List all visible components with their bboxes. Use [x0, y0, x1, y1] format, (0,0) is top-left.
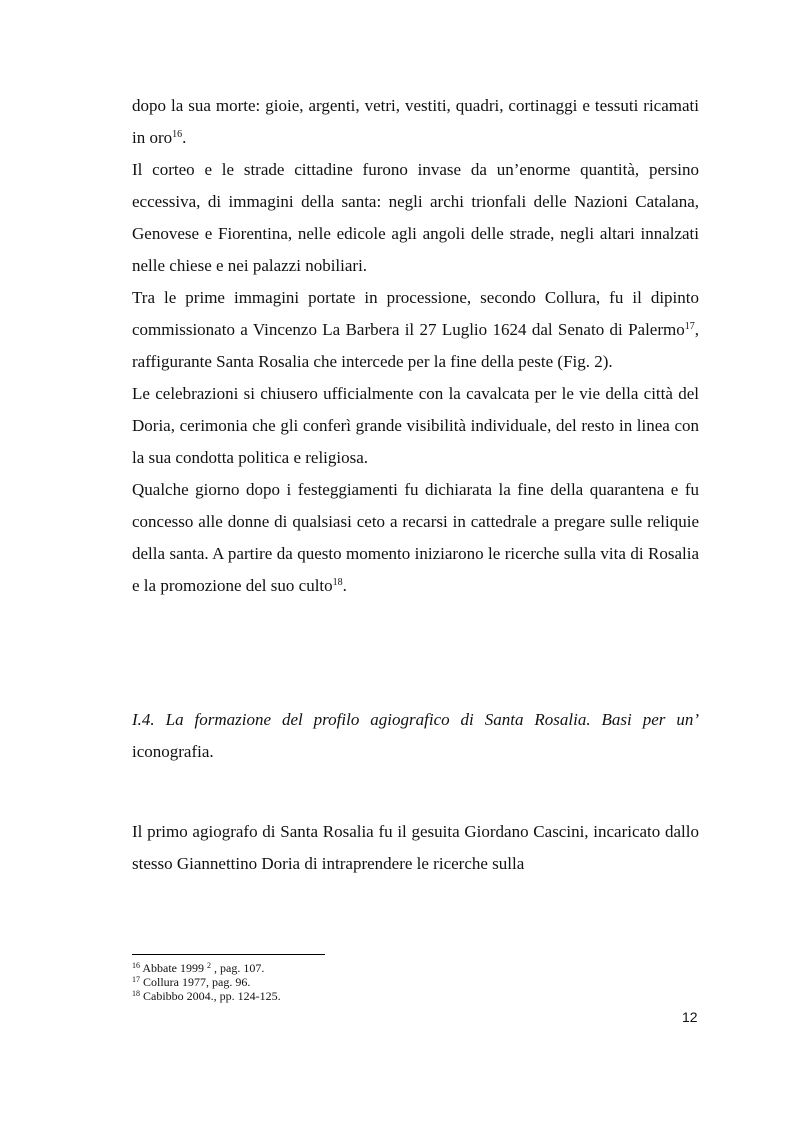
- paragraph-4: Le celebrazioni si chiusero ufficialmente con la cavalcata per le vie della città del Doria, cerimonia che gli conferì grande visibilità individuale, del resto in linea con la sua condotta politica e religiosa.: [132, 384, 699, 467]
- footnote-ref-17[interactable]: 17: [684, 321, 695, 332]
- footnotes: [132, 961, 632, 1003]
- paragraph-1: dopo la sua morte: gioie, argenti, vetri, vestiti, quadri, cortinaggi e tessuti ricamati in oro$^{16}$.: [132, 96, 699, 147]
- footnote-17: $^{17}$ Collura 1977, pag. 96.: [132, 975, 251, 989]
- section-heading: [132, 704, 699, 768]
- body-text: [132, 90, 699, 602]
- footnote-ref-18[interactable]: 18: [332, 577, 343, 588]
- footnote-16: $^{16}$ Abbate 1999 $^2$ , pag. 107.: [132, 961, 265, 975]
- paragraph-2: Il corteo e le strade cittadine furono invase da un’enorme quantità, persino eccessiva, di immagini della santa: negli archi trionfali delle Nazioni Catalana, Genovese e Fiorentina, nelle edicole agli angoli delle strade, negli altari innalzati nelle chiese e nei palazzi nobiliari.: [132, 160, 699, 275]
- footnote-divider: [132, 954, 325, 955]
- paragraph-5: Qualche giorno dopo i festeggiamenti fu dichiarata la fine della quarantena e fu concesso alle donne di qualsiasi ceto a recarsi in cattedrale a pregare sulle reliquie della santa. A partire da questo momento iniziarono le ricerche sulla vita di Rosalia e la promozione del suo culto$^{18}$.: [132, 480, 699, 595]
- section-heading-italic: I.4. La formazione del profilo agiografico di Santa Rosalia. Basi per un’: [132, 710, 699, 729]
- footnote-ref-16[interactable]: 16: [172, 129, 183, 140]
- page-number: 12: [682, 1009, 698, 1025]
- paragraph-6: Il primo agiografo di Santa Rosalia fu il gesuita Giordano Cascini, incaricato dallo stesso Giannettino Doria di intraprendere le ricerche sulla: [132, 822, 699, 873]
- footnote-18: $^{18}$ Cabibbo 2004., pp. 124-125.: [132, 989, 281, 1003]
- paragraph-3: Tra le prime immagini portate in processione, secondo Collura, fu il dipinto commissionato a Vincenzo La Barbera il 27 Luglio 1624 dal Senato di Palermo$^{17}$, raffigurante Santa Rosalia che intercede per la fine della peste (Fig. 2).: [132, 288, 699, 371]
- section-heading-roman: iconografia.: [132, 742, 214, 761]
